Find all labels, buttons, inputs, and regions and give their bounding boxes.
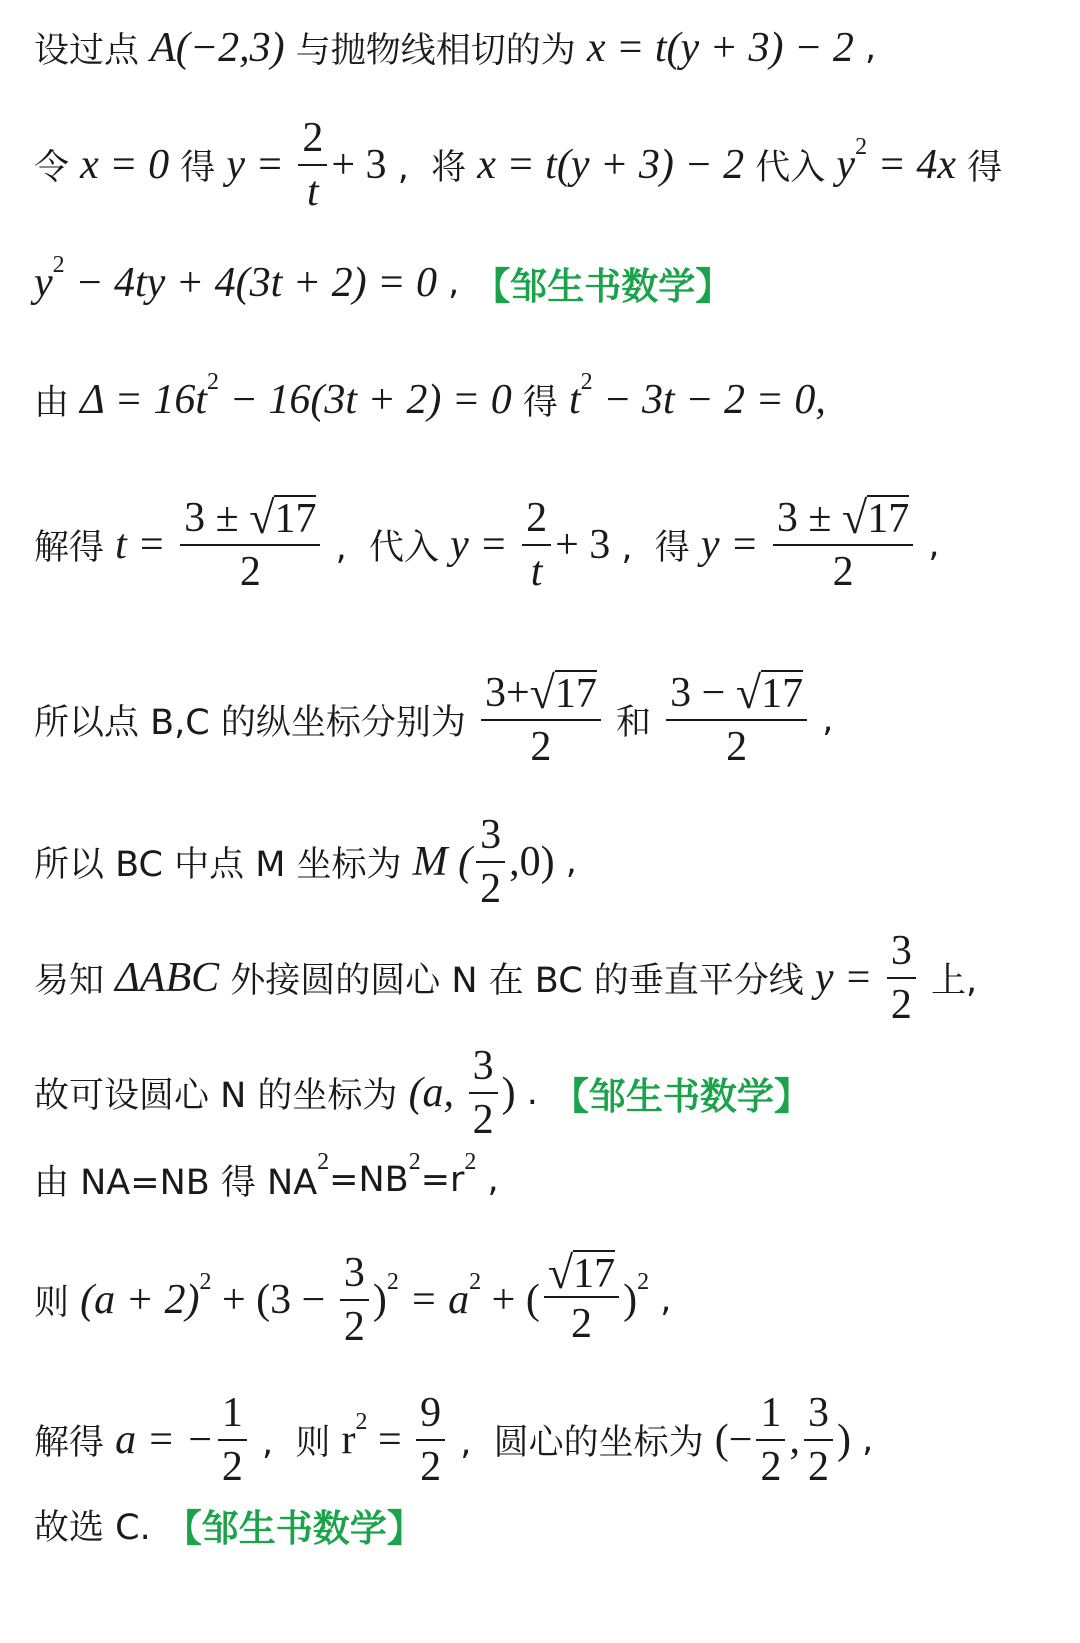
math-segment: + 3 [555, 522, 611, 568]
text-segment: 和 [604, 703, 663, 743]
math-segment: 2 [570, 1300, 592, 1347]
math-segment: (a, [408, 1070, 465, 1116]
square-root [529, 666, 597, 718]
radicand: 17 [761, 670, 804, 717]
denominator [340, 1301, 369, 1354]
superscript: 2 [386, 1268, 399, 1295]
math-segment: x = t(y + 3) − 2 [586, 25, 854, 71]
math-segment: − 4ty + 4(3t + 2) = 0 [64, 260, 437, 306]
solution-line-1 [34, 0, 876, 103]
radical-sign: √ [841, 491, 868, 543]
numerator [218, 1387, 247, 1442]
radical-sign: √ [249, 491, 275, 543]
radical-sign: √ [735, 666, 762, 718]
superscript: 2 [469, 1268, 482, 1295]
source-tag: 【邹生书数学】 [473, 265, 733, 308]
solution-line-8 [34, 923, 977, 1033]
math-segment: + 3 [331, 142, 387, 188]
math-segment: t [568, 377, 581, 423]
superscript: 2 [199, 1268, 212, 1295]
denominator [527, 546, 547, 599]
text-segment: . [515, 1073, 538, 1113]
math-segment: 3 ± [184, 494, 250, 541]
text-segment: 由 [34, 383, 81, 423]
denominator [756, 1441, 785, 1494]
denominator [526, 721, 555, 774]
denominator [722, 721, 751, 774]
denominator [829, 546, 858, 599]
solution-line-3 [34, 228, 732, 338]
math-segment: = a [398, 1277, 470, 1323]
superscript: 2 [580, 368, 593, 395]
math-segment: = 4x [867, 142, 957, 188]
math-segment: A(−2,3) [150, 25, 285, 71]
math-segment: 2 [890, 982, 912, 1028]
math-segment: 2 [420, 1444, 442, 1490]
fraction [544, 1246, 619, 1351]
text-segment: , [436, 263, 460, 303]
fraction [481, 667, 601, 774]
square-root [249, 491, 317, 543]
text-segment: 得 [511, 383, 569, 423]
math-segment: 2 [807, 1444, 829, 1490]
solution-line-10 [34, 1125, 499, 1235]
text-segment: , 代入 [324, 528, 451, 568]
radicand: 17 [573, 1250, 616, 1297]
superscript: 2 [207, 368, 220, 395]
math-segment: ) [623, 1277, 638, 1323]
text-segment: 上, [919, 961, 978, 1001]
math-segment: 2 [221, 1444, 243, 1490]
denominator [804, 1441, 833, 1494]
numerator [666, 667, 807, 722]
math-segment: y = [700, 522, 769, 568]
math-segment: ) [372, 1277, 387, 1323]
solution-line-2 [34, 110, 1002, 220]
solution-line-6 [34, 665, 833, 775]
fraction [522, 492, 551, 599]
solution-line-11 [34, 1245, 671, 1355]
text-segment: , 则 [250, 1423, 342, 1463]
text-segment: 解得 [34, 528, 116, 568]
fraction [298, 112, 327, 219]
text-segment: =NB [329, 1160, 409, 1200]
fraction [180, 492, 320, 599]
fraction [666, 667, 807, 774]
math-segment: 2 [302, 114, 324, 161]
text-segment: 与抛物线相切的为 [284, 31, 587, 71]
superscript: 2 [317, 1148, 330, 1175]
math-segment: ,0) [509, 839, 555, 885]
text-segment: 由 NA=NB 得 NA [34, 1163, 318, 1203]
math-segment: t [530, 549, 543, 595]
math-segment: y [836, 142, 856, 188]
numerator [476, 809, 505, 864]
math-segment: 3 [343, 1249, 365, 1296]
fraction [887, 925, 916, 1032]
text-segment: , [850, 1420, 874, 1460]
text-segment: , [476, 1160, 499, 1200]
math-segment: (a + 2) [80, 1277, 200, 1323]
text-segment: 则 [34, 1283, 81, 1323]
numerator [804, 1387, 833, 1442]
math-segment: t [307, 169, 319, 215]
text-segment: , 圆心的坐标为 [449, 1423, 715, 1463]
math-segment: x = t(y + 3) − 2 [477, 142, 745, 188]
numerator [180, 492, 320, 547]
text-segment: 外接圆的圆心 N 在 BC 的垂直平分线 [219, 961, 815, 1001]
math-segment: = [367, 1417, 413, 1463]
denominator [476, 863, 505, 916]
text-segment: 故选 C. [34, 1508, 151, 1548]
numerator [340, 1247, 369, 1302]
text-segment: 代入 [744, 148, 837, 188]
math-segment: 1 [760, 1389, 782, 1436]
radical-sign: √ [547, 1246, 574, 1298]
math-segment: r [341, 1417, 356, 1463]
math-segment: 2 [526, 494, 548, 541]
denominator [887, 979, 916, 1032]
math-segment: 2 [239, 549, 261, 595]
square-root [547, 1246, 616, 1298]
math-segment: M ( [412, 839, 473, 885]
source-tag: 【邹生书数学】 [551, 1075, 811, 1118]
numerator [756, 1387, 785, 1442]
text-segment: , [917, 525, 940, 565]
text-segment: 得 [169, 148, 227, 188]
numerator [522, 492, 551, 547]
text-segment: 所以 BC 中点 M 坐标为 [34, 845, 413, 885]
superscript: 2 [52, 251, 65, 278]
text-segment: 令 [34, 148, 81, 188]
square-root [735, 666, 804, 718]
solution-line-4 [34, 345, 826, 455]
text-segment: 易知 [34, 961, 116, 1001]
superscript: 2 [355, 1408, 368, 1435]
numerator [416, 1387, 445, 1442]
math-segment: 2 [760, 1444, 782, 1490]
math-segment: 3 ± [776, 494, 842, 541]
math-segment: 3 [807, 1389, 829, 1436]
fraction [476, 809, 505, 916]
math-segment: 3 [480, 811, 502, 858]
square-root [841, 491, 910, 543]
math-segment: y = [814, 955, 883, 1001]
solution-line-5 [34, 490, 939, 600]
fraction [804, 1387, 833, 1494]
text-segment: , 将 [386, 148, 478, 188]
source-tag: 【邹生书数学】 [164, 1507, 424, 1550]
math-segment: 3+ [484, 669, 530, 716]
math-segment: x = 0 [80, 142, 170, 188]
math-segment: + ( [481, 1277, 540, 1323]
fraction [340, 1247, 369, 1354]
text-segment: , [853, 28, 877, 68]
math-segment: , [789, 1417, 800, 1463]
math-segment: 2 [480, 866, 502, 912]
text-segment: =r [420, 1160, 465, 1200]
denominator [236, 546, 265, 599]
math-segment: (− [714, 1417, 753, 1463]
math-segment: 2 [832, 549, 854, 595]
math-segment: y = [450, 522, 519, 568]
solution-line-7 [34, 807, 577, 917]
math-segment: 1 [221, 1389, 243, 1436]
numerator [773, 492, 913, 547]
math-segment: + (3 − [211, 1277, 336, 1323]
math-segment: ) [836, 1417, 851, 1463]
math-segment: t = [115, 522, 177, 568]
text-segment: , [649, 1280, 672, 1320]
math-segment: 2 [343, 1304, 365, 1350]
numerator [469, 1040, 498, 1095]
numerator [887, 925, 916, 980]
math-segment: a = − [115, 1417, 214, 1463]
fraction [773, 492, 913, 599]
text-segment: , [554, 842, 577, 882]
superscript: 2 [408, 1148, 421, 1175]
math-segment: 3 [472, 1042, 494, 1089]
radical-sign: √ [529, 666, 555, 718]
math-segment: Δ = 16t [80, 377, 208, 423]
math-segment: 3 [890, 927, 912, 974]
numerator [298, 112, 327, 167]
numerator [544, 1246, 619, 1298]
math-segment: − 16(3t + 2) = 0 [219, 377, 512, 423]
fraction [756, 1387, 785, 1494]
solution-line-13 [34, 1470, 424, 1580]
superscript: 2 [855, 133, 868, 160]
math-segment: 3 − [670, 669, 736, 716]
superscript: 2 [464, 1148, 477, 1175]
text-segment: 设过点 [34, 31, 151, 71]
radicand: 17 [274, 495, 317, 542]
text-segment: , [811, 700, 834, 740]
text-segment: 故可设圆心 N 的坐标为 [34, 1076, 409, 1116]
text-segment: 解得 [34, 1423, 116, 1463]
math-segment: ΔABC [115, 955, 220, 1001]
math-segment: 2 [726, 724, 748, 770]
math-segment: 9 [420, 1389, 442, 1436]
math-segment: y [34, 260, 53, 306]
numerator [481, 667, 601, 722]
math-segment: 2 [530, 724, 552, 770]
math-segment: 2 [472, 1097, 494, 1143]
math-segment: y = [226, 142, 295, 188]
denominator [303, 166, 323, 219]
text-segment: , 得 [610, 528, 701, 568]
denominator [567, 1298, 596, 1351]
radicand: 17 [554, 670, 597, 717]
math-segment: ) [501, 1070, 516, 1116]
superscript: 2 [637, 1268, 650, 1295]
math-segment: − 3t − 2 = 0, [592, 377, 826, 423]
text-segment: 所以点 B,C 的纵坐标分别为 [34, 703, 477, 743]
text-segment: 得 [956, 148, 1003, 188]
radicand: 17 [867, 495, 910, 542]
